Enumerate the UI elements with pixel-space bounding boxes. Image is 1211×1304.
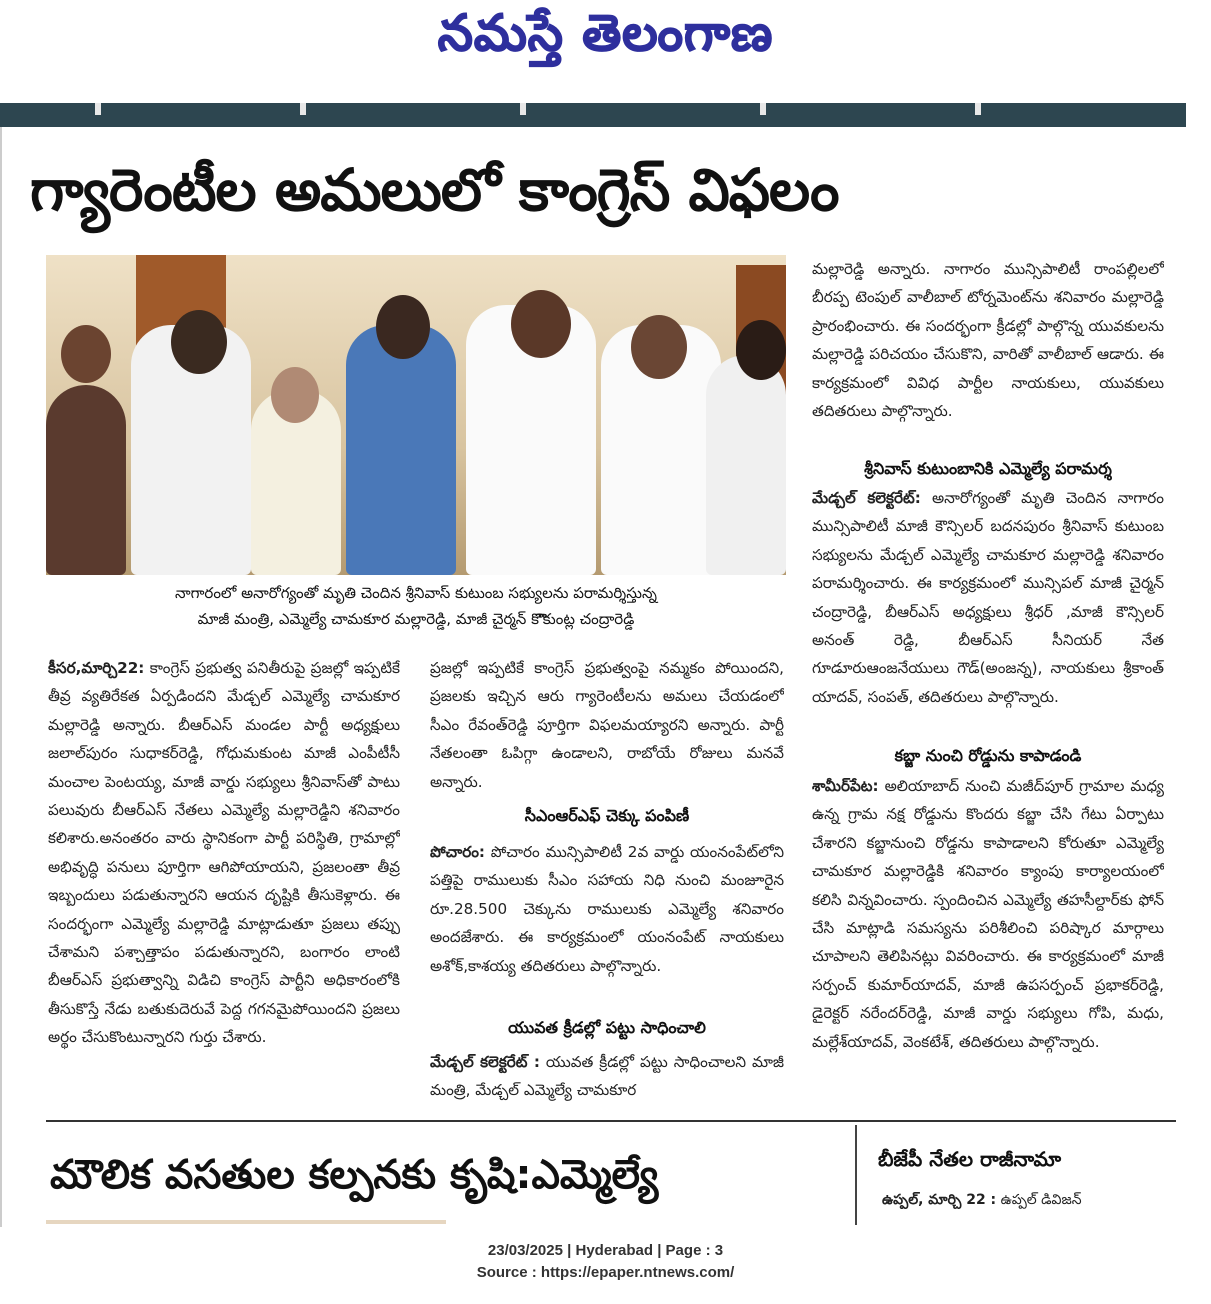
story-cmrf-body [430,838,784,1010]
subhead-sports: యువత క్రీడల్లో పట్టు సాధించాలి [508,1018,706,1037]
article-body: ప్రజల్లో ఇప్పటికే కాంగ్రెస్ ప్రభుత్వంపై నమ్మకం పోయిందని, ప్రజలకు ఇచ్చిన ఆరు గ్యారెంటీలను అమలు చేయడంలో సీఎం రేవంత్‌రెడ్డి పూర్తిగా విఫలమయ్యారని అన్నారు. పార్టీ నేతలంతా ఓపిగ్గా ఉండాలని, రాబోయే రోజులు మనవే అన్నారు. [430,659,784,791]
dateline: మేడ్చల్ కలెక్టరేట్ : [430,1053,540,1071]
dateline: మేడ్చల్ కలెక్టరేట్: [812,489,921,507]
story-text: మల్లారెడ్డి అన్నారు. నాగారం మున్సిపాలిటీ రాంపల్లిలలో బీరప్ప టెంపుల్ వాలీబాల్ టోర్నమెంట్‌ను శనివారం మల్లారెడ్డి ప్రారంభించారు. ఈ సందర్భంగా క్రీడల్లో పాల్గొన్న యువకులను మల్లారెడ్డి పరిచయం చేసుకొని, వారితో వాలీబాల్ ఆడారు. ఈ కార్యక్రమంలో వివిధ పార్టీల నాయకులు, యువకులు తదితరులు పాల్గొన్నారు. [812,260,1164,421]
story-text: పోచారం మున్సిపాలిటీ 2వ వార్డు యంనంపేట్‌లోని పత్తిపై రాములుకు సీఎం సహాయ నిధి నుంచి మంజూరైన రూ.28.500 చెక్కును రాములుకు ఎమ్మెల్యే శనివారం అందజేశారు. ఈ కార్యక్రమంలో యంనంపేట్ నాయకులు అశోక్,కాశయ్య తదితరులు పాల్గొన్నారు. [430,843,784,975]
section-divider [46,1120,1176,1122]
masthead [0,0,1211,100]
column-divider [855,1125,857,1225]
bar-mark [975,103,981,115]
subhead-cmrf: సీఎంఆర్ఎఫ్ చెక్కు పంపిణీ [524,806,690,825]
story-sports-body [430,1048,784,1106]
dateline: పోచారం: [430,843,485,861]
bar-mark [760,103,766,115]
article-column-2 [430,654,784,799]
side-story-body [882,1186,1172,1216]
subhead-condolence: శ్రీనివాస్ కుటుంబానికి ఎమ్మెల్యే పరామర్శ [864,459,1112,478]
story-sports-continued [812,255,1164,455]
photo-strip [46,1220,446,1224]
story-text: ఉప్పల్ డివిజన్ [996,1192,1082,1208]
article-column-1 [48,654,400,1104]
newspaper-logo: నమస్తే తెలంగాణ [437,4,774,62]
article-body: కాంగ్రెస్ ప్రభుత్వ పనితీరుపై ప్రజల్లో ఇప్పటికే తీవ్ర వ్యతిరేకత ఏర్పడిందని మేడ్చల్ ఎమ్మెల్యే చామకూర మల్లారెడ్డి అన్నారు. బీఆర్ఎస్ మండల పార్టీ అధ్యక్షులు జలాల్‌పురం సుధాకర్‌రెడ్డి, గోధుమకుంట మాజీ ఎంపీటీసీ మంచాల పెంటయ్య, మాజీ వార్డు సభ్యులు శ్రీనివాస్‌తో పాటు పలువురు బీఆర్ఎస్ నేతలు ఎమ్మెల్యే మల్లారెడ్డిని శనివారం కలిశారు.అనంతరం వారు స్థానికంగా పార్టీ పరిస్థితి, గ్రామాల్లో అభివృద్ధి పనులు పూర్తిగా ఆగిపోయాయని, ప్రజలంతా తీవ్ర ఇబ్బందులు పడుతున్నారని ఆయన దృష్టికి తీసుకెళ్లారు. ఈ సందర్భంగా ఎమ్మెల్యే మల్లారెడ్డి మాట్లాడుతూ ప్రజలు తప్పు చేశామని పశ్చాత్తాపం పడుతున్నారని, బంగారం లాంటి బీఆర్ఎస్ ప్రభుత్వాన్ని విడిచి కాంగ్రెస్ పార్టీని అధికారంలోకి తీసుకొస్తే నేడు బతుకుదెరువే పెద్ద గగనమైపోయిందని ప్రజలు అర్థం చేసుకొంటున్నారని గుర్తు చేశారు. [48,659,400,1047]
caption-line: మాజీ మంత్రి, ఎమ్మెల్యే చామకూర మల్లారెడ్డి, మాజీ చైర్మన్ కొౌకుంట్ల చంద్రారెడ్డి [197,610,635,628]
photo-caption [46,580,786,636]
page-border [0,127,2,1227]
dateline: కీసర,మార్చి22: [48,659,145,677]
dateline: ఉప్పల్, మార్చి 22 : [882,1192,997,1208]
news-photo [46,255,786,575]
secondary-headline: మౌలిక వసతుల కల్పనకు కృషి:ఎమ్మెల్యే [50,1152,659,1198]
caption-line: నాగారంలో అనారోగ్యంతో మృతి చెందిన శ్రీనివాస్ కుటుంబ సభ్యులను పరామర్శిస్తున్న [175,584,657,602]
side-headline: బీజేపీ నేతల రాజీనామా [878,1147,1062,1171]
page-edge [1186,96,1211,128]
story-text: అలియాబాద్ నుంచి మజీద్‌పూర్ గ్రామాల మధ్య ఉన్న గ్రామ నక్ష రోడ్డును కొందరు కబ్జా చేసి గేటు ఏర్పాటు చేశారని కబ్జానుంచి రోడ్డను కాపాడాలని కోరుతూ ఎమ్మెల్యే చామకూర మల్లారెడ్డికి శనివారం క్యాంపు కార్యాలయంలో కలిసి విన్నవించారు. స్పందించిన ఎమ్మెల్యే తహసీల్దార్‌కు ఫోన్ చేసి మాట్లాడి సమస్యను పరిశీలించి పరిష్కార మార్గాలు చూపాలని తెలిపినట్లు వివరించారు. ఈ కార్యక్రమంలో మాజీ సర్పంచ్ కుమార్‌యాదవ్, మాజీ ఉపసర్పంచ్ ప్రభాకర్‌రెడ్డి, డైరెక్టర్ నరేందర్‌రెడ్డి, మాజీ వార్డు సభ్యులు గోపి, మధు, మల్లేశ్‌యాదవ్, వెంకటేశ్, తదితరులు పాల్గొన్నారు. [812,777,1164,1051]
bar-mark [520,103,526,115]
main-headline: గ్యారెంటీల అమలులో కాంగ్రెస్ విఫలం [30,156,839,224]
bar-mark [95,103,101,115]
story-text: అనారోగ్యంతో మృతి చెందిన నాగారం మున్సిపాలిటీ మాజీ కౌన్సిలర్ బదనపురం శ్రీనివాస్ కుటుంబ సభ్యులను మేడ్చల్ ఎమ్మెల్యే చామకూర మల్లారెడ్డి శనివారం పరామర్శించారు. ఈ కార్యక్రమంలో మున్సిపల్ మాజీ చైర్మన్ చంద్రారెడ్డి, బీఆర్ఎస్ అధ్యక్షులు శ్రీధర్ ,మాజీ కౌన్సిలర్ అనంత్ రెడ్డి, బీఆర్ఎస్ సీనియర్ నేత గూడూరుఆంజనేయులు గౌడ్(అంజన్న), నాయకులు శ్రీకాంత్ యాదవ్, సంపత్, తదితరులు పాల్గొన్నారు. [812,489,1164,706]
story-road-body [812,772,1164,1112]
page-footer [0,1240,1211,1284]
header-bar [0,103,1186,127]
edition-info: 23/03/2025 | Hyderabad | Page : 3 [487,1242,724,1259]
dateline: శామీర్‌పేట: [812,777,879,795]
story-text: యువత క్రీడల్లో పట్టు సాధించాలని మాజీ మంత్రి, మేడ్చల్ ఎమ్మెల్యే చామకూర [430,1053,784,1100]
subhead-road: కబ్జా నుంచి రోడ్డును కాపాడండి [894,746,1082,765]
source-link[interactable]: Source : https://epaper.ntnews.com/ [476,1264,735,1281]
bar-mark [300,103,306,115]
story-condolence-body [812,484,1164,740]
